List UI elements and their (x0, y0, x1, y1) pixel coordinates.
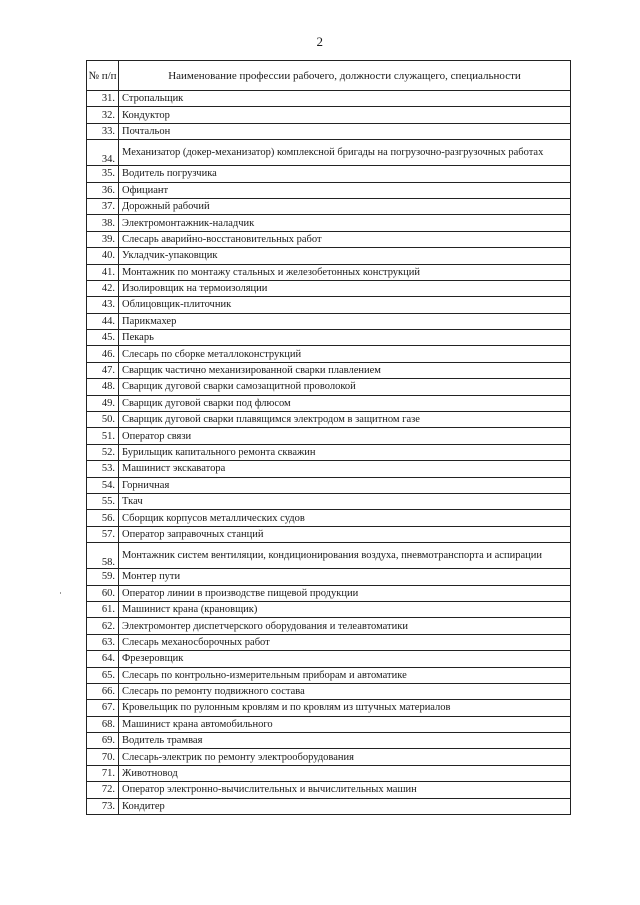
table-row (87, 379, 571, 395)
profession-name: Бурильщик капитального ремонта скважин (119, 444, 571, 460)
profession-name: Ткач (119, 493, 571, 509)
row-number: 32. (87, 107, 119, 123)
row-number: 42. (87, 280, 119, 296)
table-row (87, 428, 571, 444)
profession-name: Слесарь механосборочных работ (119, 634, 571, 650)
row-number: 53. (87, 461, 119, 477)
table-row (87, 526, 571, 542)
profession-name: Слесарь-электрик по ремонту электрооборудования (119, 749, 571, 765)
row-number: 57. (87, 526, 119, 542)
table-row (87, 313, 571, 329)
table-header-row (87, 61, 571, 91)
profession-name: Машинист экскаватора (119, 461, 571, 477)
table-row (87, 412, 571, 428)
profession-name: Слесарь по сборке металлоконструкций (119, 346, 571, 362)
row-number: 54. (87, 477, 119, 493)
profession-name: Монтажник систем вентиляции, кондиционирования воздуха, пневмотранспорта и аспирации (119, 543, 571, 569)
table-row (87, 510, 571, 526)
profession-name: Дорожный рабочий (119, 198, 571, 214)
profession-name: Сварщик частично механизированной сварки плавлением (119, 362, 571, 378)
profession-name: Электромонтер диспетчерского оборудования и телеавтоматики (119, 618, 571, 634)
table-row (87, 569, 571, 585)
row-number: 36. (87, 182, 119, 198)
row-number: 51. (87, 428, 119, 444)
table-row (87, 248, 571, 264)
profession-name: Машинист крана (крановщик) (119, 601, 571, 617)
profession-name: Слесарь аварийно-восстановительных работ (119, 231, 571, 247)
table-body (87, 91, 571, 815)
profession-name: Сварщик дуговой сварки самозащитной проволокой (119, 379, 571, 395)
table-row (87, 716, 571, 732)
row-number: 56. (87, 510, 119, 526)
table-row (87, 651, 571, 667)
profession-name: Водитель погрузчика (119, 166, 571, 182)
profession-name: Слесарь по контрольно-измерительным приборам и автоматике (119, 667, 571, 683)
row-number: 69. (87, 733, 119, 749)
row-number: 37. (87, 198, 119, 214)
table-row (87, 461, 571, 477)
row-number: 67. (87, 700, 119, 716)
profession-name: Укладчик-упаковщик (119, 248, 571, 264)
profession-name: Электромонтажник-наладчик (119, 215, 571, 231)
table-row (87, 765, 571, 781)
row-number: 34. (87, 140, 119, 166)
row-number: 41. (87, 264, 119, 280)
row-number: 68. (87, 716, 119, 732)
professions-table (86, 60, 571, 815)
table-row (87, 231, 571, 247)
table-row (87, 395, 571, 411)
profession-name: Оператор заправочных станций (119, 526, 571, 542)
profession-name: Монтер пути (119, 569, 571, 585)
table-row (87, 91, 571, 107)
row-number: 59. (87, 569, 119, 585)
row-number: 50. (87, 412, 119, 428)
table-row (87, 601, 571, 617)
row-number: 71. (87, 765, 119, 781)
row-number: 44. (87, 313, 119, 329)
table-row (87, 362, 571, 378)
row-number: 52. (87, 444, 119, 460)
table-row (87, 107, 571, 123)
table-row (87, 215, 571, 231)
table-row (87, 782, 571, 798)
row-number: 33. (87, 123, 119, 139)
column-header-number: № п/п (87, 61, 119, 91)
table-row (87, 543, 571, 569)
profession-name: Механизатор (докер-механизатор) комплексной бригады на погрузочно-разгрузочных работах (119, 140, 571, 166)
row-number: 43. (87, 297, 119, 313)
row-number: 38. (87, 215, 119, 231)
page-number: 2 (316, 34, 324, 49)
table-row (87, 123, 571, 139)
row-number: 31. (87, 91, 119, 107)
table-row (87, 330, 571, 346)
profession-name: Кондуктор (119, 107, 571, 123)
row-number: 66. (87, 683, 119, 699)
row-number: 65. (87, 667, 119, 683)
table-row (87, 140, 571, 166)
profession-name: Фрезеровщик (119, 651, 571, 667)
row-number: 55. (87, 493, 119, 509)
profession-name: Сварщик дуговой сварки под флюсом (119, 395, 571, 411)
column-header-name: Наименование профессии рабочего, должности служащего, специальности (119, 61, 571, 91)
table-row (87, 618, 571, 634)
profession-name: Сборщик корпусов металлических судов (119, 510, 571, 526)
row-number: 39. (87, 231, 119, 247)
scan-mark (60, 592, 61, 594)
row-number: 46. (87, 346, 119, 362)
table-row (87, 444, 571, 460)
profession-name: Официант (119, 182, 571, 198)
table-row (87, 683, 571, 699)
row-number: 72. (87, 782, 119, 798)
row-number: 61. (87, 601, 119, 617)
row-number: 62. (87, 618, 119, 634)
profession-name: Пекарь (119, 330, 571, 346)
profession-name: Изолировщик на термоизоляции (119, 280, 571, 296)
table-row (87, 297, 571, 313)
profession-name: Оператор связи (119, 428, 571, 444)
profession-name: Водитель трамвая (119, 733, 571, 749)
profession-name: Почтальон (119, 123, 571, 139)
table-row (87, 493, 571, 509)
profession-name: Монтажник по монтажу стальных и железобетонных конструкций (119, 264, 571, 280)
row-number: 47. (87, 362, 119, 378)
table-row (87, 182, 571, 198)
profession-name: Оператор электронно-вычислительных и вычислительных машин (119, 782, 571, 798)
row-number: 58. (87, 543, 119, 569)
profession-name: Стропальщик (119, 91, 571, 107)
table-row (87, 585, 571, 601)
table-row (87, 280, 571, 296)
table-row (87, 749, 571, 765)
row-number: 60. (87, 585, 119, 601)
profession-name: Парикмахер (119, 313, 571, 329)
row-number: 35. (87, 166, 119, 182)
row-number: 63. (87, 634, 119, 650)
profession-name: Горничная (119, 477, 571, 493)
table-row (87, 264, 571, 280)
row-number: 49. (87, 395, 119, 411)
row-number: 40. (87, 248, 119, 264)
table-row (87, 634, 571, 650)
table-row (87, 198, 571, 214)
profession-name: Животновод (119, 765, 571, 781)
table-row (87, 733, 571, 749)
table-row (87, 477, 571, 493)
table-row (87, 700, 571, 716)
row-number: 64. (87, 651, 119, 667)
profession-name: Машинист крана автомобильного (119, 716, 571, 732)
profession-name: Оператор линии в производстве пищевой продукции (119, 585, 571, 601)
profession-name: Сварщик дуговой сварки плавящимся электродом в защитном газе (119, 412, 571, 428)
row-number: 73. (87, 798, 119, 814)
table-row (87, 667, 571, 683)
row-number: 45. (87, 330, 119, 346)
row-number: 48. (87, 379, 119, 395)
profession-name: Кондитер (119, 798, 571, 814)
table-row (87, 166, 571, 182)
table-row (87, 346, 571, 362)
row-number: 70. (87, 749, 119, 765)
profession-name: Кровельщик по рулонным кровлям и по кровлям из штучных материалов (119, 700, 571, 716)
table-row (87, 798, 571, 814)
profession-name: Облицовщик-плиточник (119, 297, 571, 313)
profession-name: Слесарь по ремонту подвижного состава (119, 683, 571, 699)
